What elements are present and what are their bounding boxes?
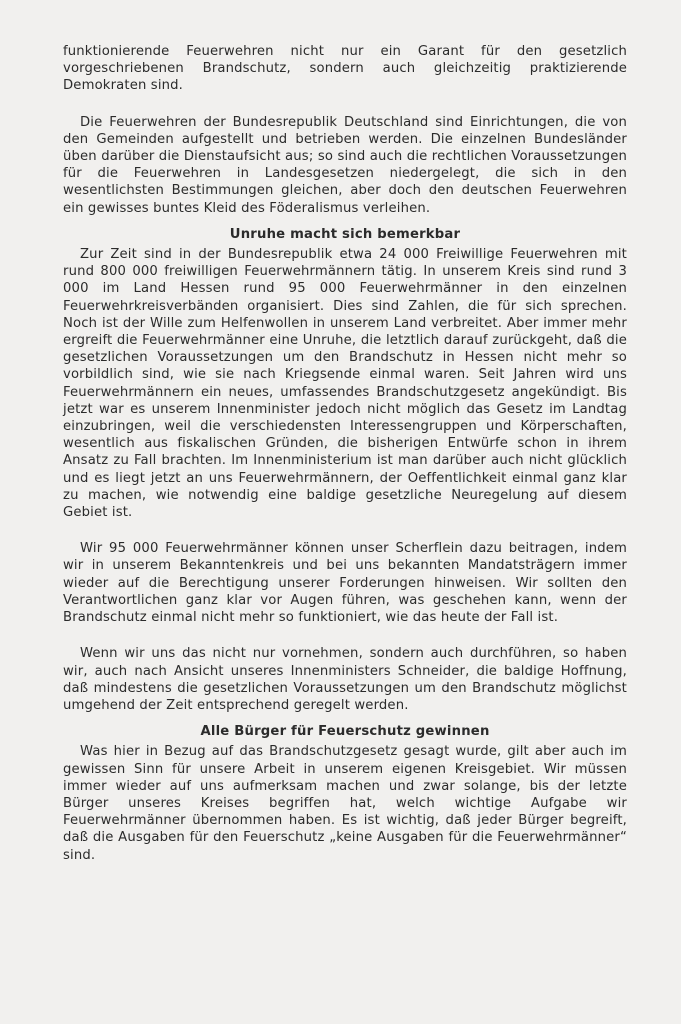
paragraph-federalism: Die Feuerwehren der Bundesrepublik Deutschland sind Einrichtungen, die von den Gemeinden aufgestellt und betrieben werden. Die einzelnen Bundesländer üben darüber die Dienstaufsicht aus; so sind auch die rechtlichen Voraussetzungen für die Feuerwehren in Landesgesetzen niedergelegt, die sich in den wesentlichsten Bestimmungen gleichen, aber doch den deutschen Feuerwehren ein gewisses buntes Kleid des Föderalismus verleihen. — [63, 114, 627, 216]
section-heading-citizens: Alle Bürger für Feuerschutz gewinnen — [200, 724, 490, 740]
paragraph-statistics: Zur Zeit sind in der Bundesrepublik etwa 24 000 Freiwillige Feuerwehren mit rund 800 000 freiwilligen Feuerwehrmännern tätig. In unserem Kreis sind rund 3 000 im Land Hessen rund 95 000 Feuerwehrmänner in den einzelnen Feuerwehrkreisverbänden organisiert. Dies sind Zahlen, die für sich sprechen. Noch ist der Wille zum Helfenwollen in unserem Land verbreitet. Aber immer mehr ergreift die Feuerwehrmänner eine Unruhe, die letztlich darauf zurückgeht, daß die gesetzlichen Voraussetzungen um den Brandschutz in Hessen nicht mehr so vorbildlich sind, wie sie nach Kriegsende einmal waren. Seit Jahren wird uns Feuerwehrmännern ein neues, umfassendes Brandschutzgesetz angekündigt. Bis jetzt war es unserem Innenminister jedoch nicht möglich das Gesetz im Landtag einzubringen, weil die verschiedensten Interessengruppen und Körperschaften, wesentlich aus fiskalischen Gründen, die bisherigen Entwürfe schon in ihrem Ansatz zu Fall brachten. Im Innenministerium ist man darüber auch nicht glücklich und es liegt jetzt an uns Feuerwehrmännern, der Oeffentlichkeit einmal ganz klar zu machen, wie notwendig eine baldige gesetzliche Neuregelung auf diesem Gebiet ist. — [63, 247, 627, 521]
paragraph-hope: Wenn wir uns das nicht nur vornehmen, sondern auch durchführen, so haben wir, auch nach Ansicht unseres Innenministers Schneider, die baldige Hoffnung, daß mindestens die gesetzlichen Voraussetzungen um den Brandschutz möglichst umgehend der Zeit entsprechend geregelt werden. — [63, 646, 627, 713]
paragraph-contribution: Wir 95 000 Feuerwehrmänner können unser Scherflein dazu beitragen, indem wir in unserem Bekanntenkreis und bei uns bekannten Mandatsträgern immer wieder auf die Berechtigung unserer Forderungen hinweisen. Wir sollten den Verantwortlichen ganz klar vor Augen führen, was geschehen kann, wenn der Brandschutz einmal nicht mehr so funktioniert, wie das heute der Fall ist. — [63, 541, 627, 626]
paragraph-intro-continuation: funktionierende Feuerwehren nicht nur ein Garant für den gesetzlich vorgeschriebenen Brandschutz, sondern auch gleichzeitig praktizierende Demokraten sind. — [63, 44, 627, 94]
document-page — [63, 43, 627, 864]
paragraph-district-work: Was hier in Bezug auf das Brandschutzgesetz gesagt wurde, gilt aber auch im gewissen Sinn für unsere Arbeit in unserem eigenen Kreisgebiet. Wir müssen immer wieder auf uns aufmerksam machen und zwar solange, bis der letzte Bürger unseres Kreises begriffen hat, welch wichtige Aufgabe wir Feuerwehrmänner übernommen haben. Es ist wichtig, daß jeder Bürger begreift, daß die Ausgaben für den Feuerschutz „keine Ausgaben für die Feuerwehrmänner“ sind. — [63, 744, 627, 863]
section-heading-unrest: Unruhe macht sich bemerkbar — [229, 226, 461, 242]
